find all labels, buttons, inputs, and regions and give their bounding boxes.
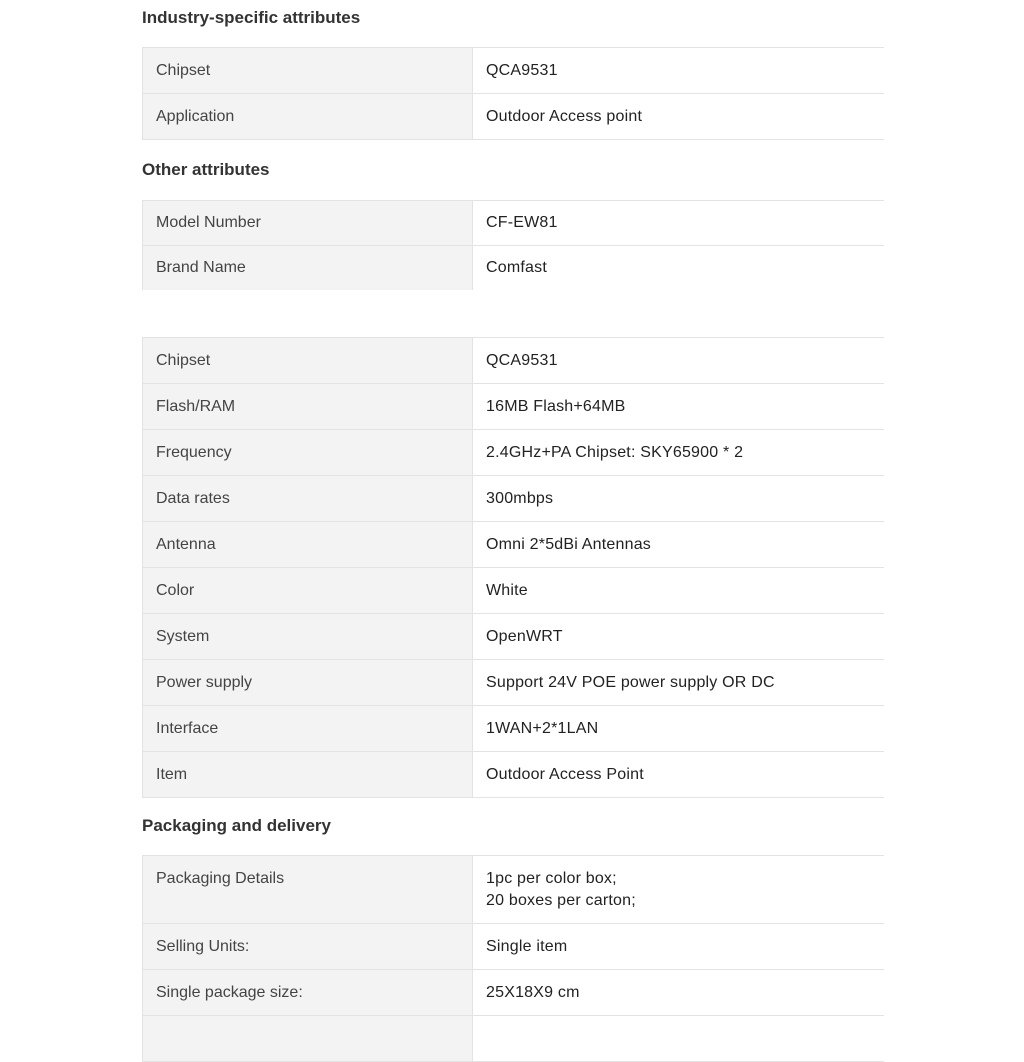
attribute-key: Selling Units: xyxy=(143,924,473,970)
attribute-value: CF-EW81 xyxy=(473,201,885,246)
attribute-value: Comfast xyxy=(473,246,885,290)
table-row xyxy=(143,384,885,430)
table-row xyxy=(143,614,885,660)
attribute-key: Application xyxy=(143,94,473,140)
attribute-key: Frequency xyxy=(143,430,473,476)
attribute-key: Item xyxy=(143,752,473,798)
attribute-value: OpenWRT xyxy=(473,614,885,660)
attribute-key xyxy=(143,1016,473,1062)
attribute-value xyxy=(473,856,885,924)
attribute-value: QCA9531 xyxy=(473,338,885,384)
table-row xyxy=(143,338,885,384)
attribute-value: 1WAN+2*1LAN xyxy=(473,706,885,752)
attribute-value: QCA9531 xyxy=(473,48,885,94)
section-title-industry-attributes: Industry-specific attributes xyxy=(142,8,361,27)
attribute-key: Data rates xyxy=(143,476,473,522)
table-row xyxy=(143,856,885,924)
packaging-table xyxy=(142,855,884,1062)
attribute-key: Chipset xyxy=(143,48,473,94)
attribute-value: 16MB Flash+64MB xyxy=(473,384,885,430)
attribute-key: Antenna xyxy=(143,522,473,568)
table-row xyxy=(143,48,885,94)
table-row xyxy=(143,201,885,246)
table-row xyxy=(143,246,885,290)
attribute-key: Flash/RAM xyxy=(143,384,473,430)
attribute-value: Support 24V POE power supply OR DC xyxy=(473,660,885,706)
attribute-key: Brand Name xyxy=(143,246,473,290)
attribute-key: Interface xyxy=(143,706,473,752)
table-row xyxy=(143,1016,885,1062)
value-line: 1pc per color box; xyxy=(486,870,617,887)
attribute-key: System xyxy=(143,614,473,660)
attribute-value xyxy=(473,1016,885,1062)
table-row xyxy=(143,568,885,614)
attribute-value: 300mbps xyxy=(473,476,885,522)
attribute-value: Outdoor Access point xyxy=(473,94,885,140)
section-title-other-attributes: Other attributes xyxy=(142,160,270,179)
section-title-packaging-delivery: Packaging and delivery xyxy=(142,816,331,835)
table-row xyxy=(143,706,885,752)
other-attributes-table xyxy=(142,200,884,290)
attribute-value: 25X18X9 cm xyxy=(473,970,885,1016)
table-row xyxy=(143,924,885,970)
table-row xyxy=(143,660,885,706)
attribute-value: 2.4GHz+PA Chipset: SKY65900 * 2 xyxy=(473,430,885,476)
attribute-key: Chipset xyxy=(143,338,473,384)
table-row xyxy=(143,970,885,1016)
specifications-table xyxy=(142,337,884,798)
attribute-key: Model Number xyxy=(143,201,473,246)
attribute-value: Single item xyxy=(473,924,885,970)
table-row xyxy=(143,94,885,140)
attribute-value: Outdoor Access Point xyxy=(473,752,885,798)
table-row xyxy=(143,430,885,476)
table-row xyxy=(143,752,885,798)
attribute-key: Packaging Details xyxy=(143,856,473,924)
attribute-key: Single package size: xyxy=(143,970,473,1016)
attribute-key: Color xyxy=(143,568,473,614)
table-row xyxy=(143,476,885,522)
industry-attributes-table xyxy=(142,47,884,140)
attribute-key: Power supply xyxy=(143,660,473,706)
value-line: 20 boxes per carton; xyxy=(486,892,636,909)
table-row xyxy=(143,522,885,568)
attribute-value: White xyxy=(473,568,885,614)
attribute-value: Omni 2*5dBi Antennas xyxy=(473,522,885,568)
